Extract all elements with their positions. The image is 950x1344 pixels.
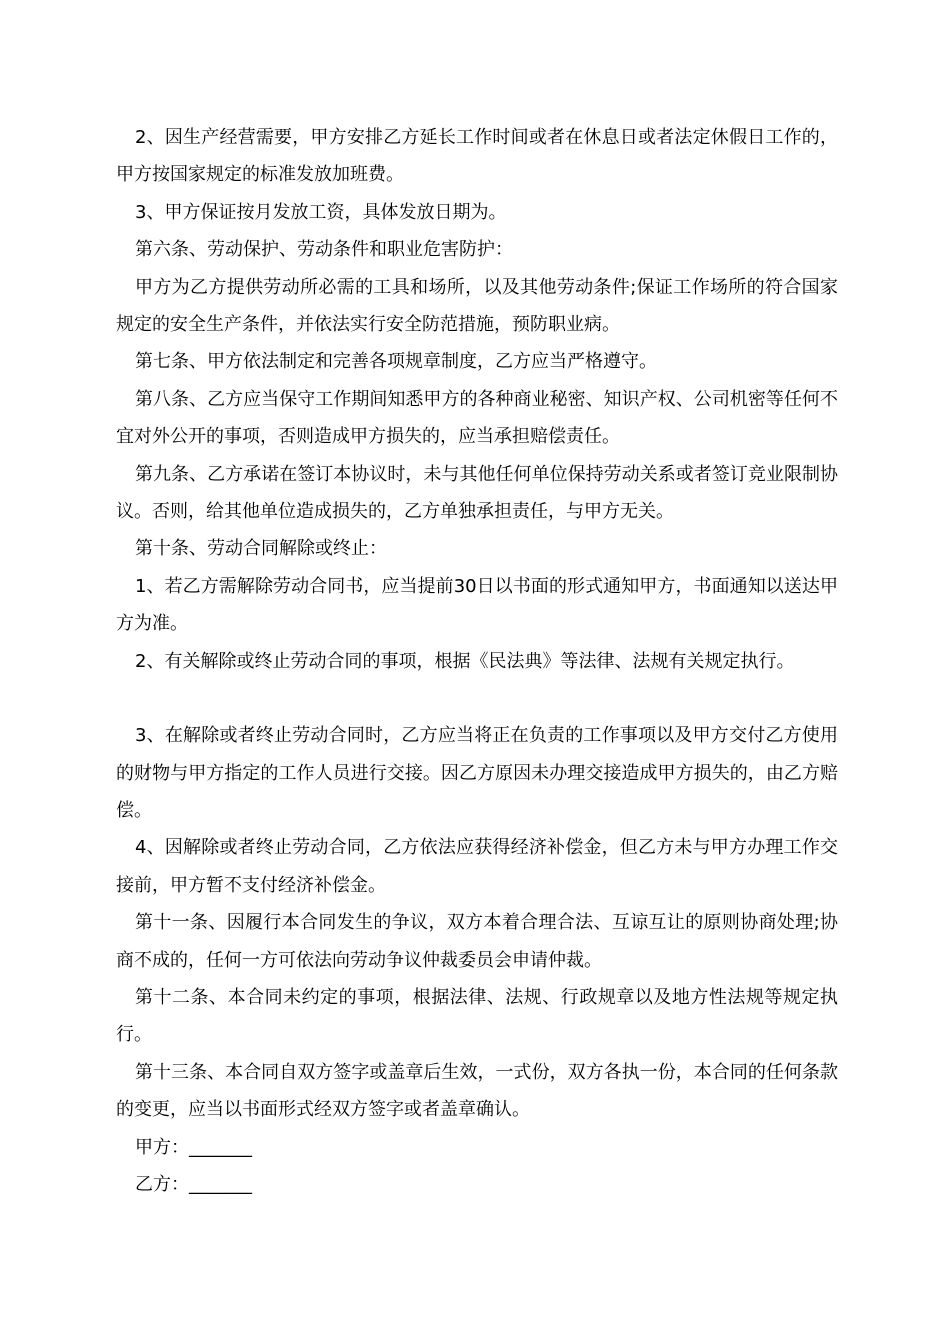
paragraph-work-conditions: 甲方为乙方提供劳动所必需的工具和场所，以及其他劳动条件;保证工作场所的符合国家规定的安全生产条件，并依法实行安全防范措施，预防职业病。 bbox=[116, 276, 838, 336]
article-12: 第十二条、本合同未约定的事项，根据法律、法规、行政规章以及地方性法规等规定执行。 bbox=[116, 986, 838, 1046]
paragraph-termination-law: 2、有关解除或终止劳动合同的事项，根据《民法典》等法律、法规有关规定执行。 bbox=[135, 650, 795, 672]
article-10-heading: 第十条、劳动合同解除或终止： bbox=[135, 538, 387, 560]
article-8: 第八条、乙方应当保守工作期间知悉甲方的各种商业秘密、知识产权、公司机密等任何不宜对外公开的事项，否则造成甲方损失的，应当承担赔偿责任。 bbox=[116, 388, 838, 448]
blank-line bbox=[116, 680, 838, 717]
signature-party-a: 甲方：_______ bbox=[135, 1136, 252, 1158]
paragraph-overtime-pay: 2、因生产经营需要，甲方安排乙方延长工作时间或者在休息日或者法定休假日工作的，甲方按国家规定的标准发放加班费。 bbox=[116, 127, 838, 186]
paragraph-termination-notice: 1、若乙方需解除劳动合同书，应当提前30日以书面的形式通知甲方，书面通知以送达甲方为准。 bbox=[116, 575, 838, 635]
paragraph-monthly-salary: 3、甲方保证按月发放工资，具体发放日期为。 bbox=[135, 201, 507, 223]
signature-party-b: 乙方：_______ bbox=[135, 1173, 252, 1195]
article-7: 第七条、甲方依法制定和完善各项规章制度，乙方应当严格遵守。 bbox=[135, 351, 657, 373]
document-page bbox=[116, 119, 838, 1203]
article-6-heading: 第六条、劳动保护、劳动条件和职业危害防护： bbox=[135, 239, 513, 261]
paragraph-handover: 3、在解除或者终止劳动合同时，乙方应当将正在负责的工作事项以及甲方交付乙方使用的财物与甲方指定的工作人员进行交接。因乙方原因未办理交接造成甲方损失的，由乙方赔偿。 bbox=[116, 725, 838, 821]
article-13: 第十三条、本合同自双方签字或盖章后生效，一式份，双方各执一份，本合同的任何条款的变更，应当以书面形式经双方签字或者盖章确认。 bbox=[116, 1061, 838, 1121]
paragraph-compensation: 4、因解除或者终止劳动合同，乙方依法应获得经济补偿金，但乙方未与甲方办理工作交接前，甲方暂不支付经济补偿金。 bbox=[116, 837, 838, 896]
article-11: 第十一条、因履行本合同发生的争议，双方本着合理合法、互谅互让的原则协商处理;协商不成的，任何一方可依法向劳动争议仲裁委员会申请仲裁。 bbox=[116, 912, 838, 971]
article-9: 第九条、乙方承诺在签订本协议时，未与其他任何单位保持劳动关系或者签订竞业限制协议。否则，给其他单位造成损失的，乙方单独承担责任，与甲方无关。 bbox=[116, 463, 838, 523]
